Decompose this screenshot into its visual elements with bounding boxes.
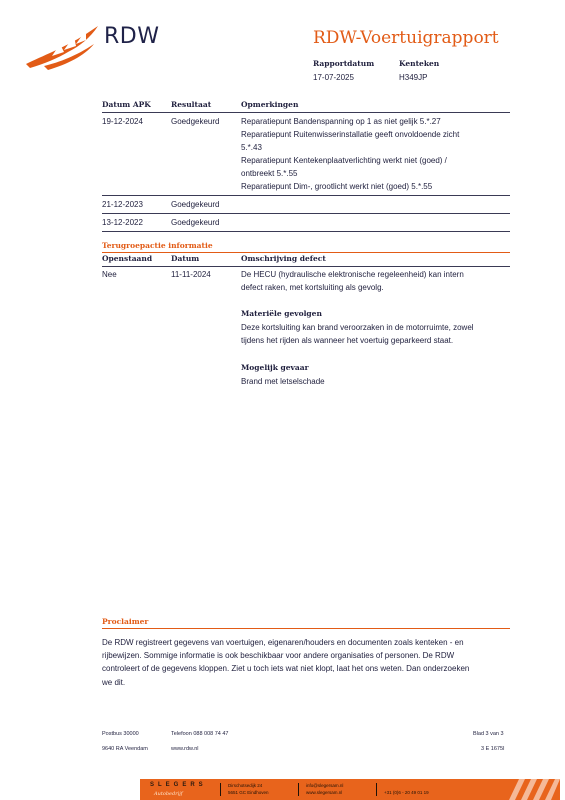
- footer-address: 9640 RA Veendam: [102, 746, 148, 752]
- remark-line: Reparatiepunt Bandenspanning op 1 as niet gelijk 5.*.27: [241, 117, 441, 126]
- apk-header-row: [102, 98, 510, 113]
- recall-rule: [102, 252, 510, 253]
- recall-open: Nee: [102, 270, 117, 279]
- proclaimer-text: [102, 636, 510, 689]
- dealer-tagline: Autobedrijf: [154, 791, 183, 797]
- apk-date: 21-12-2023: [102, 196, 171, 214]
- apk-result: Goedgekeurd: [171, 113, 241, 196]
- table-row: [102, 214, 510, 232]
- recall-description: [241, 268, 511, 294]
- consequences-title: Materiële gevolgen: [241, 309, 322, 318]
- dealer-web[interactable]: www.slegersam.nl: [306, 790, 343, 795]
- report-title: RDW-Voertuigrapport: [313, 28, 499, 48]
- footer-phone: Telefoon 088 008 74 47: [171, 731, 229, 737]
- consequences-line: tijdens het rijden als wanneer het voertuig geparkeerd staat.: [241, 336, 454, 345]
- footer-code: 3 E 1675I: [481, 746, 505, 752]
- license-plate: H349JP: [399, 73, 428, 82]
- apk-remarks: [241, 113, 510, 196]
- brand-name: RDW: [104, 24, 160, 49]
- table-row: [102, 113, 510, 196]
- dealer-email[interactable]: info@slegersam.nl: [306, 783, 344, 788]
- dealer-address-1: Dirschotsedijk 24: [228, 783, 263, 788]
- dealer-phone: +31 (0)6 - 20 49 01 19: [384, 790, 429, 795]
- recall-date: 11-11-2024: [171, 270, 211, 279]
- speed-stripes-icon: [505, 779, 560, 800]
- footer-page: Blad 3 van 3: [473, 731, 504, 737]
- consequences-line: Deze kortsluiting kan brand veroorzaken in de motorruimte, zowel: [241, 323, 474, 332]
- apk-result: Goedgekeurd: [171, 214, 241, 232]
- banner-divider: [298, 783, 299, 796]
- apk-col-result: Resultaat: [171, 98, 241, 113]
- recall-title: Terugroepactie informatie: [102, 241, 213, 250]
- remark-line: 5.*.43: [241, 143, 262, 152]
- dealer-banner: [140, 779, 560, 800]
- remark-line: Reparatiepunt Dim-, grootlicht werkt niet (goed) 5.*.55: [241, 182, 433, 191]
- apk-col-remarks: Opmerkingen: [241, 98, 510, 113]
- apk-date: 13-12-2022: [102, 214, 171, 232]
- plate-label: Kenteken: [399, 59, 440, 68]
- dealer-brand: SLEGERS: [150, 782, 207, 788]
- banner-divider: [376, 783, 377, 796]
- report-date: 17-07-2025: [313, 73, 354, 82]
- proclaimer-line: rijbewijzen. Sommige informatie is ook beschikbaar voor andere organisaties of personen. De RDW: [102, 651, 455, 661]
- recall-col-date: Datum: [171, 254, 200, 263]
- banner-divider: [220, 783, 221, 796]
- footer-web[interactable]: www.rdw.nl: [171, 746, 199, 752]
- apk-date: 19-12-2024: [102, 113, 171, 196]
- remark-line: ontbreekt 5.*.55: [241, 169, 298, 178]
- apk-result: Goedgekeurd: [171, 196, 241, 214]
- apk-remarks: [241, 196, 510, 214]
- recall-col-description: Omschrijving defect: [241, 254, 326, 263]
- table-row: [102, 196, 510, 214]
- danger-title: Mogelijk gevaar: [241, 363, 309, 372]
- footer-postbus: Postbus 30000: [102, 731, 139, 737]
- proclaimer-line: controleert of de gegevens kloppen. Ziet u toch iets wat niet klopt, laat het ons weten. Dan onderzoeken: [102, 664, 470, 674]
- proclaimer-title: Proclaimer: [102, 617, 149, 626]
- apk-remarks: [241, 214, 510, 232]
- recall-col-open: Openstaand: [102, 254, 153, 263]
- remark-line: Reparatiepunt Kentekenplaatverlichting werkt niet (goed) /: [241, 156, 447, 165]
- report-date-label: Rapportdatum: [313, 59, 375, 68]
- description-line: defect raken, met kortsluiting als gevolg.: [241, 283, 384, 292]
- consequences-text: [241, 321, 511, 347]
- proclaimer-line: De RDW registreert gegevens van voertuigen, eigenaren/houders en documenten zoals kenteken - en: [102, 638, 464, 647]
- description-line: De HECU (hydraulische elektronische regeleenheid) kan intern: [241, 270, 464, 279]
- apk-col-date: Datum APK: [102, 98, 171, 113]
- dealer-address-2: 5651 GC Eindhoven: [228, 790, 269, 795]
- proclaimer-line: we dit.: [102, 677, 126, 687]
- proclaimer-rule: [102, 628, 510, 629]
- danger-text: Brand met letselschade: [241, 377, 325, 386]
- recall-header-rule: [102, 266, 510, 267]
- apk-table: [102, 98, 510, 232]
- remark-line: Reparatiepunt Ruitenwisserinstallatie geeft onvoldoende zicht: [241, 130, 460, 139]
